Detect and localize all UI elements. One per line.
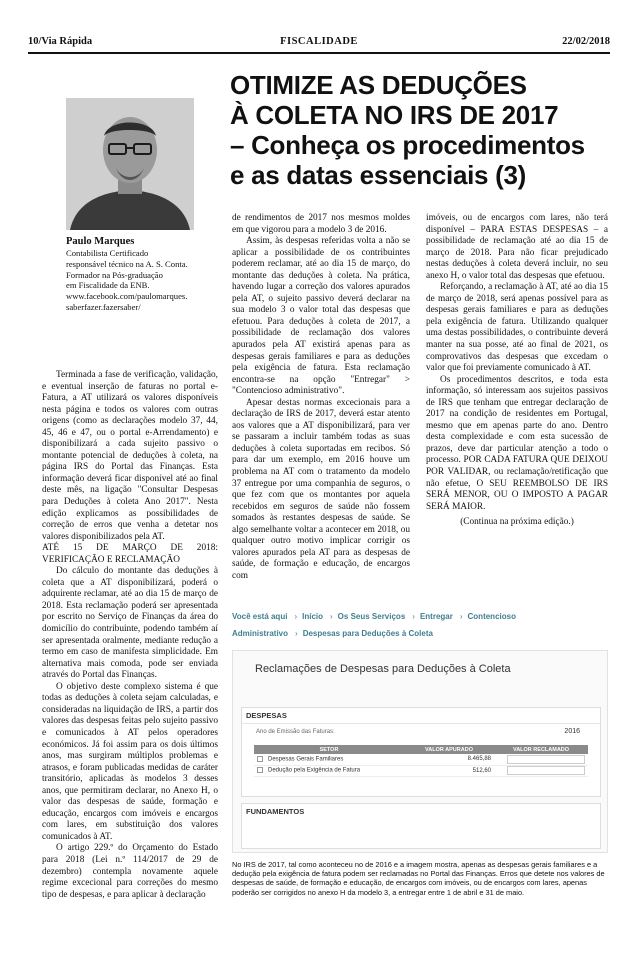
author-line: responsável técnico na A. S. Conta. (66, 258, 188, 269)
breadcrumb-link[interactable]: Contencioso Administrativo (232, 612, 516, 638)
article-title (230, 70, 620, 190)
breadcrumb-link[interactable]: Entregar (419, 612, 453, 621)
section-heading: FUNDAMENTOS (246, 807, 305, 816)
table-row (254, 754, 588, 765)
breadcrumb-separator: › (459, 612, 463, 621)
image-caption: No IRS de 2017, tal como aconteceu no de 2016 e a imagem mostra, apenas as despesas gerais familiares e a dedução pela exigência de fatura podem ser reclamadas no Portal das Finanças. Erros que detete nos valores de despesas de saúde, de formação e educação, de encargos com imóveis, ou de encargos com lares, apenas poderão ser corrigidos no anexo H da modelo 3, a entregar entre 1 de abril e 31 de maio. (232, 860, 605, 897)
paragraph: de rendimentos de 2017 nos mesmos moldes em que vigorou para a modelo 3 de 2016. (232, 213, 410, 235)
sector-cell (254, 754, 404, 765)
year-select[interactable]: 2016 (564, 728, 580, 735)
calculated-value: 512,60 (404, 765, 494, 776)
breadcrumb-separator: › (330, 612, 333, 621)
sector-name: Despesas Gerais Familiares (268, 756, 344, 763)
calculated-value: 8.465,88 (404, 754, 494, 765)
row-checkbox[interactable] (257, 756, 263, 762)
portal-screenshot (232, 608, 608, 853)
grounds-section (241, 803, 601, 849)
breadcrumb-separator: › (294, 612, 298, 621)
author-box (66, 236, 216, 313)
breadcrumb-separator: › (412, 612, 415, 621)
breadcrumb (232, 608, 608, 642)
expenses-table (254, 745, 588, 777)
author-line: em Fiscalidade da ENB. (66, 280, 150, 291)
section-heading: DESPESAS (242, 708, 600, 724)
continuation-note: (Continua na próxima edição.) (460, 517, 574, 528)
year-label: Ano de Emissão das Faturas: (256, 729, 335, 735)
column-header: SETOR (254, 745, 404, 754)
paragraph: Assim, às despesas referidas volta a não se aplicar a possibilidade de os contribuintes poderem reclamar, até ao dia 15 de março, do montante das deduções à coleta. Na prática, havendo lugar a correção dos valores apurados pela AT, o sujeito passivo deverá declarar na sua modelo 3 o valor total das despesas que efetuou. Para deduções à coleta de 2017, a possibilidade de reclamação dos valores apurados pela AT existirá apenas para as despesas gerais familiares e para as deduções pela exigência de fatura. Esta reclamação encontra-se na opção "Entregar" > "Contencioso administrativo". (232, 236, 410, 397)
breadcrumb-link[interactable]: Os Seus Serviços (337, 612, 406, 621)
subheading: ATÉ 15 DE MARÇO DE 2018: VERIFICAÇÃO E RECLAMAÇÃO (42, 543, 218, 565)
column-1 (42, 370, 218, 901)
column-2 (232, 213, 410, 583)
breadcrumb-current: Despesas para Deduções à Coleta (302, 629, 433, 638)
paragraph: Apesar destas normas excecionais para a declaração de IRS de 2017, deverá estar atento aos valores que a AT disponibilizará, para ver se passaram a incluir também todas as suas deduções à coleta suportadas em recibos. Só para dar um exemplo, em 2016 houve um problema na AT com o tratamento da modelo 37 entregue por uma companhia de seguros, o que fez com que os montantes por aquela recebidos em seguros de saúde não fossem somados às restantes despesas de saúde. Se algo semelhante voltar a acontecer em 2018, ou qualquer outro motivo implicar corrigir os valores apurados pela AT para as despesas de saúde, de formação e educação, de encargos com (232, 397, 410, 581)
expenses-section (241, 707, 601, 797)
author-link: www.facebook.com/paulomarques. (66, 291, 188, 302)
paragraph: Do cálculo do montante das deduções à coleta que a AT disponibilizará, poderá o adquirente reclamar, até ao dia 15 de março de 2018. Esta reclamação poderá ser apresentada por escrito no Serviço de Finanças da área do domicílio do contribuinte, podendo também aí ser apresentada oralmente, mediante redução a termo em caso de manifesta simplicidade. Em alternativa mais comoda, pode ser enviada através do Portal das Finanças. (42, 566, 218, 681)
author-link: saberfazer.fazersaber/ (66, 301, 141, 312)
title-line: À COLETA NO IRS DE 2017 (230, 100, 559, 130)
year-row (242, 724, 600, 740)
section-name: FISCALIDADE (280, 36, 358, 47)
claims-panel (232, 650, 608, 853)
header-rule (28, 52, 610, 54)
column-header: VALOR APURADO (404, 745, 494, 754)
table-row (254, 765, 588, 776)
page-number: 10/Via Rápida (28, 36, 93, 47)
title-line: e as datas essenciais (3) (230, 160, 527, 190)
author-name: Paulo Marques (66, 236, 135, 247)
breadcrumb-label: Você está aqui (232, 612, 288, 621)
column-header: VALOR RECLAMADO (494, 745, 588, 754)
breadcrumb-link[interactable]: Início (302, 612, 323, 621)
paragraph: Terminada a fase de verificação, validação, e eventual inserção de faturas no portal e-Fatura, a AT utilizará os valores disponíveis nesta página e todos os valores com outras origens (como as declarações modelo 37, 44, 45, 46 e 47, ou o portal e-Arrendamento) e disponibilizará a cada sujeito passivo o montante potencial de deduções à coleta, na página IRS do Portal das Finanças. Esta informação deverá ficar disponível até ao final deste mês, na ligação "Consultar Despesas para Deduções à coleta Ano 2017". Nesta edição explicamos as possibilidades de correção de erros que venha a detetar nos valores disponibilizados pela AT. (42, 370, 218, 542)
author-line: Contabilista Certificado (66, 248, 149, 258)
page-header (28, 36, 610, 50)
sector-name: Dedução pela Exigência de Fatura (268, 767, 361, 774)
author-line: Formador na Pós-graduação (66, 269, 163, 280)
title-line: – Conheça os procedimentos (230, 130, 585, 160)
issue-date: 22/02/2018 (562, 36, 610, 47)
claimed-value-input[interactable] (507, 766, 585, 775)
panel-title: Reclamações de Despesas para Deduções à Coleta (255, 663, 511, 675)
author-photo (66, 98, 194, 230)
title-line: OTIMIZE AS DEDUÇÕES (230, 70, 527, 100)
paragraph: O objetivo deste complexo sistema é que todas as deduções à coleta sejam calculadas, e consideradas na liquidação de IRS, a partir dos valores das despesas feitas pelo sujeito passivo e comunicados à AT pelos operadores económicos. Já foi assim para os dois últimos anos, mas surgiram múltiplos problemas e atrasos, e foram publicadas medidas de caráter transitório, aplicadas às modelos 3 desses anos, que permitiram declarar, no Anexo H, o valor das despesas de saúde, formação e educação, encargos com imóveis e encargos com lares, em substituição dos valores comunicados à AT. (42, 681, 218, 842)
paragraph: Os procedimentos descritos, e toda esta informação, só interessam aos sujeitos passivos de IRS que tenham que entregar declaração de 2017 na condição de residentes em Portugal, mesmo que em apenas parte do ano. Dentro desta complexidade e com esta sucessão de prazos, deve dar particular atenção a todo o processo. POR CADA FATURA QUE DEIXOU POR VALIDAR, ou reclamação/retificação que não efetue, O SEU REEMBOLSO DE IRS SERÁ MENOR, OU O IMPOSTO A PAGAR SERÁ MAIOR. (426, 374, 608, 512)
claimed-value-input[interactable] (507, 755, 585, 764)
paragraph: imóveis, ou de encargos com lares, não terá disponível – PARA ESTAS DESPESAS – a possibilidade de reclamação até ao dia 15 de março de 2018. Para não ficar prejudicado nestas deduções à coleta deverá incluir, no seu anexo H, o valor total das despesas que efetuou. (426, 213, 608, 281)
row-checkbox[interactable] (257, 767, 263, 773)
paragraph: Reforçando, a reclamação à AT, até ao dia 15 de março de 2018, será apenas possível para as despesas gerais familiares e para as deduções pela exigência de fatura. Utilizando qualquer uma destas possibilidades, o contribuinte deverá manter na sua posse, até ao final de 2021, os comprovativos das despesas que excedam o valor que foi previamente comunicado à AT. (426, 282, 608, 374)
sector-cell (254, 765, 404, 776)
claimed-value-cell (494, 754, 588, 765)
claimed-value-cell (494, 765, 588, 776)
paragraph: O artigo 229.º do Orçamento do Estado para 2018 (Lei n.º 114/2017 de 29 de dezembro) contempla novamente aquele regime excecional para correções do mesmo tipo de despesas, e para aplicar à declaração (42, 843, 218, 900)
breadcrumb-separator: › (295, 629, 298, 638)
column-3 (426, 213, 608, 529)
